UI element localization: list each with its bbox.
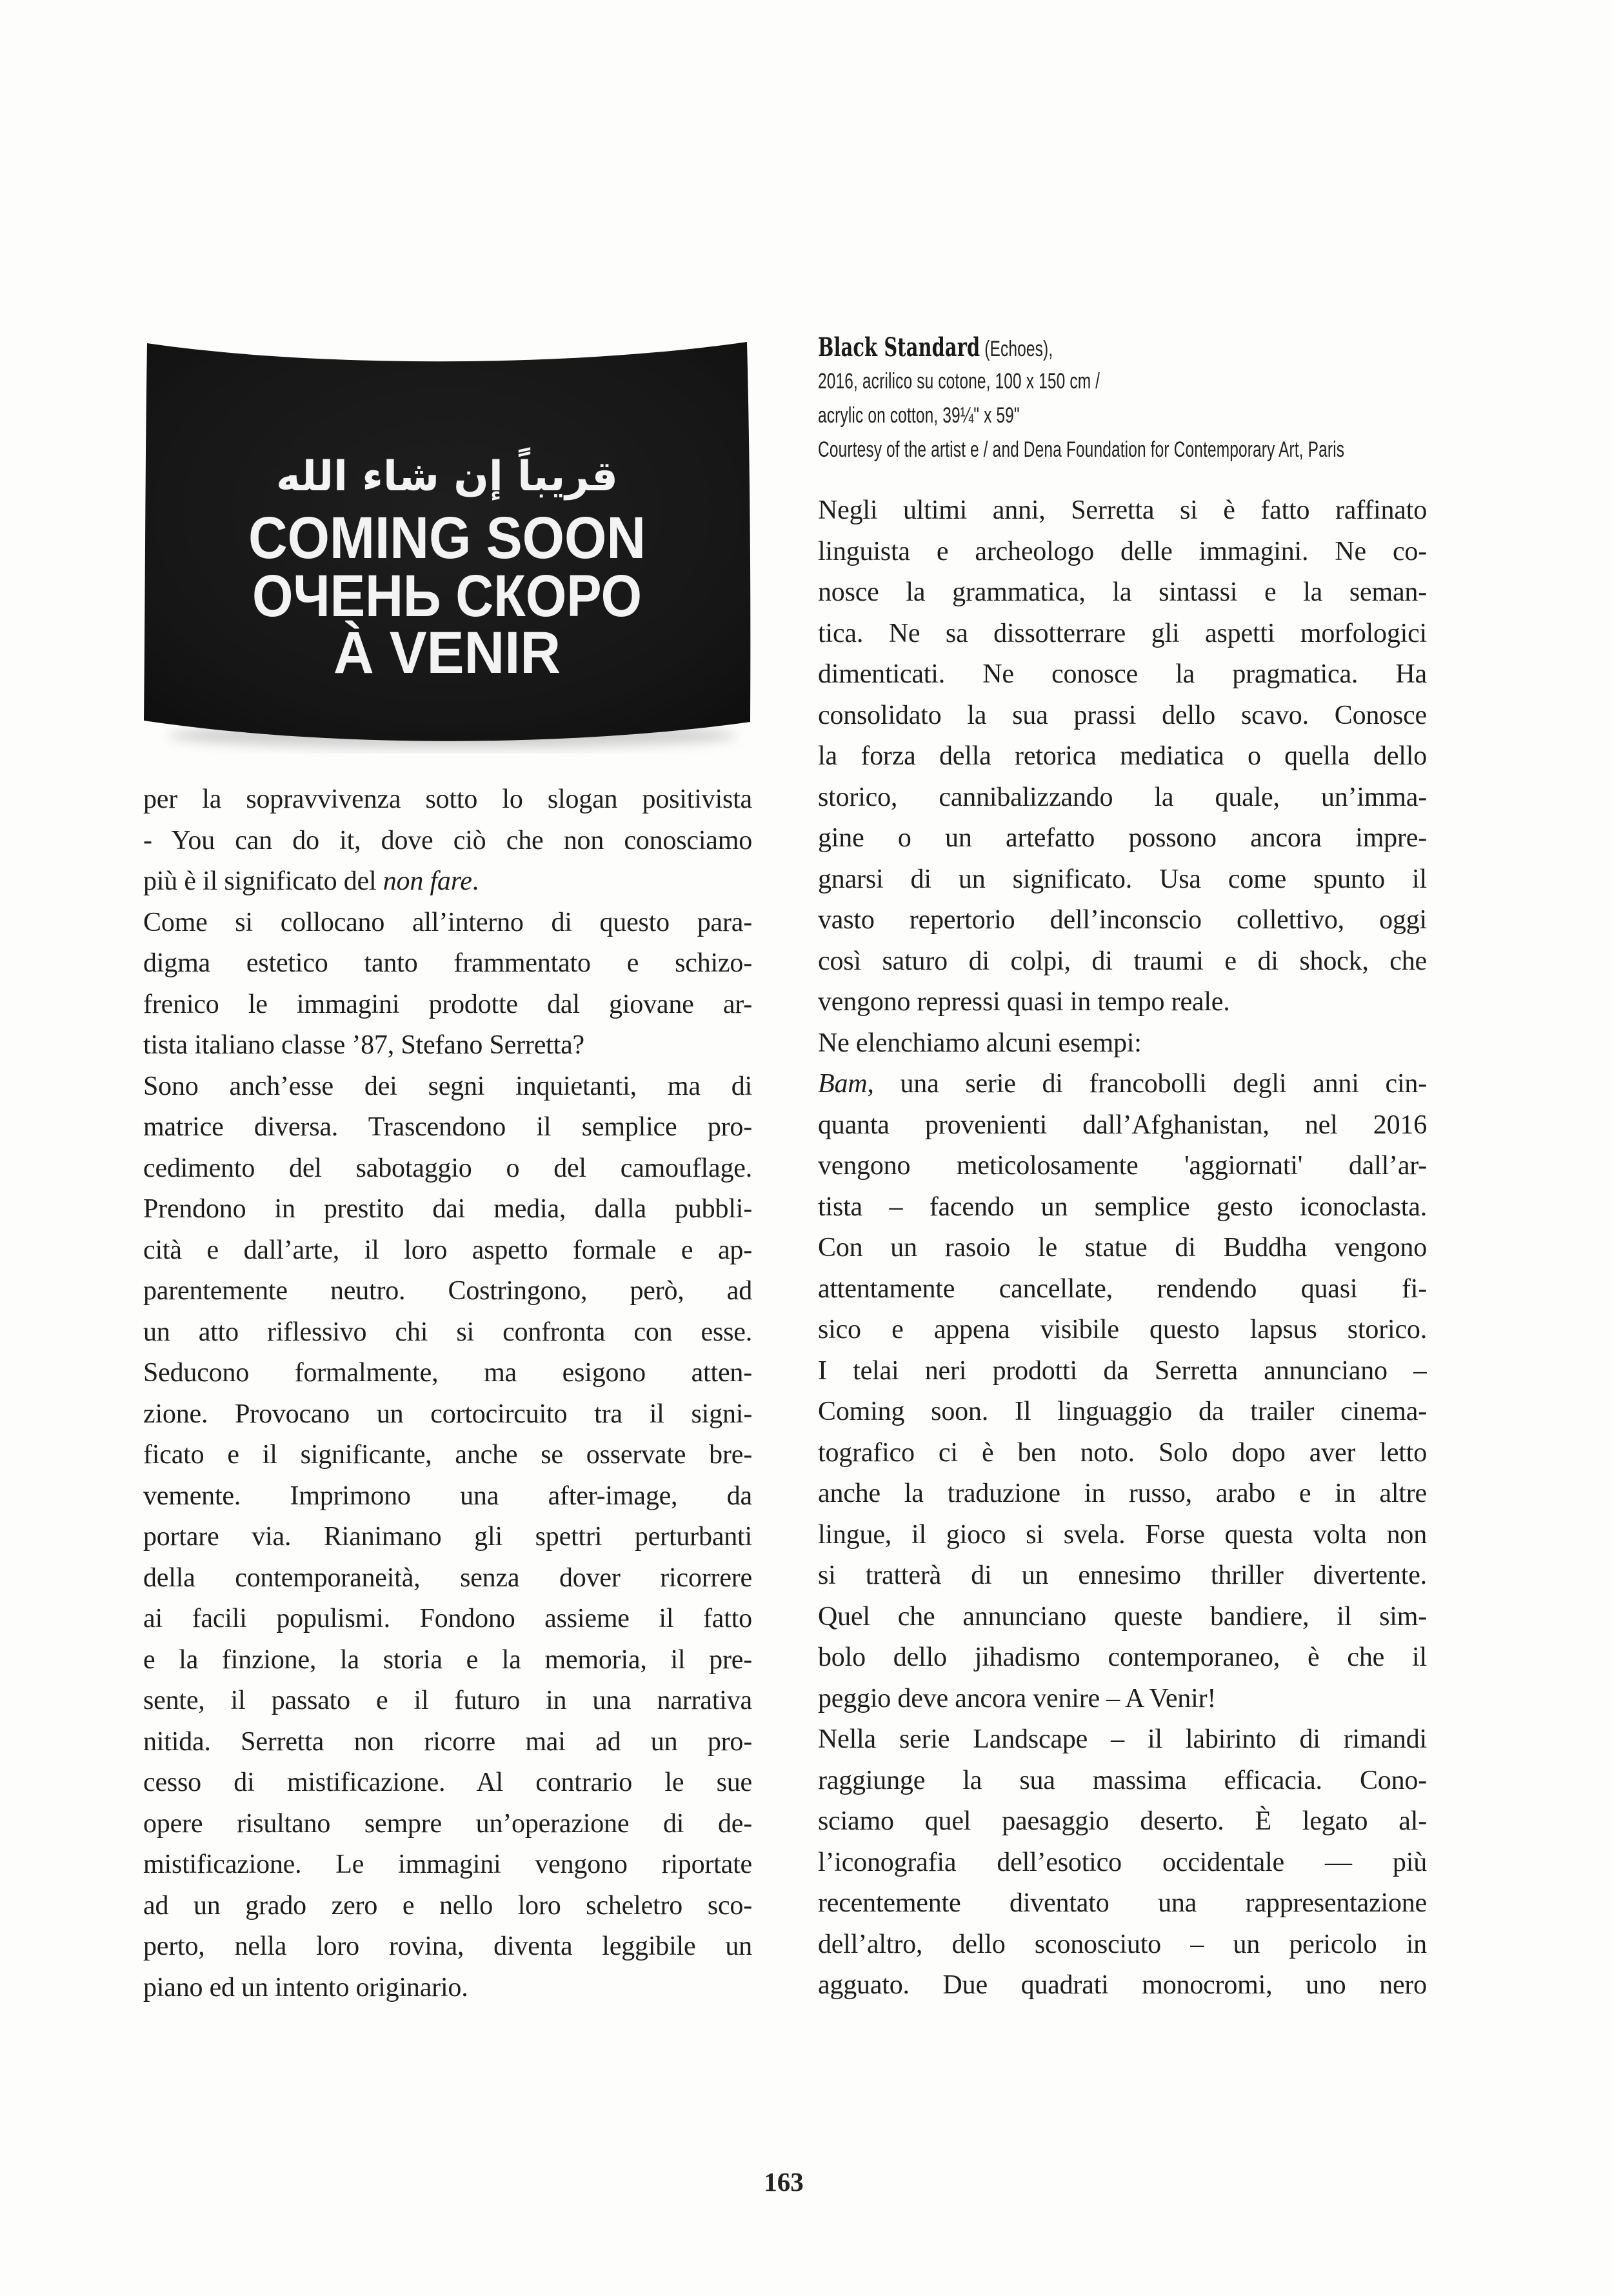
text-segment: nitida. Serretta non ricorre mai ad un pro- (143, 1726, 752, 1757)
text-segment: l’iconografia dell’esotico occidentale — più (818, 1847, 1427, 1877)
text-segment: dell’altro, dello sconosciuto – un pericolo in (818, 1929, 1427, 1959)
caption-line-text (818, 399, 1020, 433)
text-segment: bolo dello jihadismo contemporaneo, è che il (818, 1642, 1427, 1672)
text-segment: parentemente neutro. Costringono, però, ad (143, 1276, 752, 1306)
text-segment: piano ed un intento originario. (143, 1972, 468, 2002)
body-text-line (818, 1146, 1427, 1187)
flag-image (143, 334, 751, 760)
text-segment: 2016, acrilico su cotone, 100 x 150 cm / (818, 369, 1100, 394)
body-text-line (143, 1435, 752, 1476)
text-segment: acrylic on cotton, 39¼" x 59" (818, 403, 1020, 428)
text-segment: matrice diversa. Trascendono il semplice pro- (143, 1112, 752, 1142)
text-segment: raggiunge la sua massima efficacia. Cono- (818, 1765, 1427, 1795)
text-segment: cesso di mistificazione. Al contrario le sue (143, 1768, 752, 1797)
text-segment: Ne elenchiamo alcuni esempi: (818, 1028, 1142, 1058)
body-text-line (818, 1761, 1427, 1802)
body-text-line (143, 1148, 752, 1190)
body-text-line (818, 1801, 1427, 1842)
text-segment: tica. Ne sa dissotterrare gli aspetti morfologici (818, 618, 1427, 648)
caption-line-text (818, 330, 1053, 366)
body-text-line (818, 736, 1427, 777)
body-text-line (143, 1926, 752, 1968)
body-text-line (143, 1025, 752, 1066)
text-segment: Quel che annunciano queste bandiere, il sim- (818, 1601, 1427, 1632)
text-segment: tografico ci è ben noto. Solo dopo aver letto (818, 1437, 1427, 1468)
text-segment: attentamente cancellate, rendendo quasi fi- (818, 1273, 1427, 1304)
text-segment: sico e appena visibile questo lapsus storico. (818, 1315, 1427, 1344)
text-segment: non fare (383, 866, 472, 896)
body-text-line (143, 1517, 752, 1558)
text-segment: Prendono in prestito dai media, dalla pubbli- (143, 1194, 752, 1224)
body-text-line (818, 941, 1427, 983)
artwork-title: Black Standard (818, 332, 980, 363)
text-segment: anche la traduzione in russo, arabo e in altre (818, 1479, 1427, 1508)
body-text-line (143, 1886, 752, 1927)
text-segment: cedimento del sabotaggio o del camouflage. (143, 1153, 752, 1183)
body-text-line (143, 1968, 752, 2009)
body-text-line (818, 614, 1427, 655)
body-text-line (143, 1681, 752, 1722)
text-segment: opere risultano sempre un’operazione di de- (143, 1808, 752, 1839)
text-segment: I telai neri prodotti da Serretta annunciano – (818, 1355, 1427, 1386)
body-text-line (818, 1392, 1427, 1433)
body-text-line (818, 859, 1427, 901)
text-segment: gnarsi di un significato. Usa come spunto il (818, 864, 1427, 894)
text-segment: la forza della retorica mediatica o quella dello (818, 741, 1427, 771)
text-segment: Negli ultimi anni, Serretta si è fatto raffinato (818, 495, 1427, 525)
flag-text-arabic: قريباً إن شاء الله (276, 453, 618, 501)
body-text-line (818, 654, 1427, 695)
artwork-flag-photo (143, 334, 751, 760)
text-segment: Seducono formalmente, ma esigono atten- (143, 1358, 752, 1388)
text-segment: più è il significato del (143, 866, 383, 896)
body-text-line (818, 1965, 1427, 2006)
text-segment: , una serie di francobolli degli anni cin- (867, 1069, 1427, 1099)
text-segment: sciamo quel paesaggio deserto. È legato al- (818, 1806, 1427, 1836)
caption-line (818, 364, 1427, 399)
text-segment: Coming soon. Il linguaggio da trailer cinema- (818, 1397, 1427, 1426)
body-text-line (143, 821, 752, 862)
text-segment: un atto riflessivo chi si confronta con esse. (143, 1317, 752, 1347)
text-segment: tista – facendo un semplice gesto iconoclasta. (818, 1192, 1427, 1222)
body-text-line (143, 779, 752, 821)
caption-line-text (818, 364, 1100, 399)
text-segment: Come si collocano all’interno di questo para- (143, 907, 752, 937)
body-text-line (818, 572, 1427, 614)
body-text-line (818, 1064, 1427, 1105)
page-number: 163 (764, 2167, 804, 2197)
text-segment: vengono repressi quasi in tempo reale. (818, 987, 1230, 1017)
body-text-line (143, 1230, 752, 1272)
body-text-line (143, 1312, 752, 1353)
text-segment: quanta provenienti dall’Afghanistan, nel 2016 (818, 1110, 1427, 1140)
caption-line (818, 399, 1427, 433)
body-text-line (818, 1269, 1427, 1310)
body-text-line (818, 900, 1427, 941)
left-column (143, 779, 752, 2008)
body-text-line (818, 982, 1427, 1023)
body-text-line (143, 943, 752, 984)
flag-text-russian: ОЧЕНЬ СКОРО (252, 563, 642, 629)
body-text-line (143, 984, 752, 1026)
text-segment: sente, il passato e il futuro in una narrativa (143, 1686, 752, 1715)
body-text-line (143, 1476, 752, 1517)
text-segment: linguista e archeologo delle immagini. Ne co- (818, 536, 1427, 566)
body-text-line (818, 1555, 1427, 1597)
body-text-line (143, 1066, 752, 1108)
text-segment: così saturo di colpi, di traumi e di shock, che (818, 946, 1427, 976)
caption-line-text (818, 433, 1344, 467)
body-text-line (818, 1433, 1427, 1474)
body-text-line (143, 1722, 752, 1763)
body-text-line (818, 1883, 1427, 1924)
text-segment: Sono anch’esse dei segni inquietanti, ma di (143, 1071, 752, 1101)
right-column (818, 490, 1427, 2006)
artwork-caption (818, 330, 1427, 467)
body-text-line (818, 1679, 1427, 1720)
body-text-line (818, 1924, 1427, 1966)
body-text-line (818, 1310, 1427, 1351)
body-text-line (143, 1394, 752, 1435)
body-text-line (818, 1228, 1427, 1269)
text-segment: Nella serie Landscape – il labirinto di rimandi (818, 1724, 1427, 1754)
body-text-line (818, 490, 1427, 532)
body-text-line (143, 1189, 752, 1230)
text-segment: perto, nella loro rovina, diventa leggibile un (143, 1932, 752, 1961)
text-segment: vasto repertorio dell’inconscio collettivo, oggi (818, 905, 1427, 935)
text-segment: ad un grado zero e nello loro scheletro sco- (143, 1890, 752, 1921)
text-segment: per la sopravvivenza sotto lo slogan positivista (143, 784, 752, 814)
caption-line (818, 330, 1427, 364)
text-segment: Courtesy of the artist e / and Dena Foundation for Contemporary Art, Paris (818, 437, 1345, 462)
body-text-line (818, 1637, 1427, 1679)
body-text-line (818, 1105, 1427, 1146)
text-segment: agguato. Due quadrati monocromi, uno nero (818, 1970, 1427, 2000)
flag-text-french: À VENIR (333, 620, 561, 686)
text-segment: ai facili populismi. Fondono assieme il fatto (143, 1604, 752, 1633)
text-segment: (Echoes), (980, 337, 1053, 361)
body-text-line (818, 818, 1427, 859)
text-segment: mistificazione. Le immagini vengono riportate (143, 1850, 752, 1879)
body-text-line (818, 1473, 1427, 1515)
text-segment: gine o un artefatto possono ancora impre- (818, 823, 1427, 853)
body-text-line (143, 1844, 752, 1886)
body-text-line (143, 1640, 752, 1681)
text-segment: consolidato la sua prassi dello scavo. Conosce (818, 700, 1427, 730)
body-text-line (143, 1271, 752, 1312)
text-segment: dimenticati. Ne conosce la pragmatica. Ha (818, 659, 1427, 689)
body-text-line (143, 1804, 752, 1845)
body-text-line (818, 1597, 1427, 1638)
text-segment: recentemente diventato una rappresentazione (818, 1888, 1427, 1918)
text-segment: digma estetico tanto frammentato e schizo- (143, 948, 752, 978)
text-segment: vemente. Imprimono una after-image, da (143, 1481, 752, 1511)
text-segment: . (472, 866, 479, 896)
text-segment: Bam (818, 1069, 868, 1099)
text-segment: si tratterà di un ennesimo thriller divertente. (818, 1561, 1427, 1590)
text-segment: vengono meticolosamente 'aggiornati' dall’ar- (818, 1151, 1427, 1181)
text-segment: nosce la grammatica, la sintassi e la seman- (818, 577, 1427, 607)
body-text-line (818, 695, 1427, 737)
text-segment: frenico le immagini prodotte dal giovane ar- (143, 989, 752, 1019)
text-segment: - You can do it, dove ciò che non conosciamo (143, 825, 752, 855)
body-text-line (143, 1107, 752, 1148)
body-text-line (143, 861, 752, 903)
body-text-line (143, 1762, 752, 1804)
body-text-line (818, 1187, 1427, 1228)
text-segment: tista italiano classe ’87, Stefano Serretta? (143, 1030, 584, 1060)
text-segment: storico, cannibalizzando la quale, un’imma- (818, 782, 1427, 812)
body-text-line (818, 1515, 1427, 1556)
body-text-line (143, 1599, 752, 1640)
text-segment: lingue, il gioco si svela. Forse questa volta non (818, 1519, 1427, 1550)
body-text-line (818, 532, 1427, 573)
text-segment: ficato e il significante, anche se osservate bre- (143, 1440, 752, 1470)
body-text-line (818, 1351, 1427, 1392)
body-text-line (818, 777, 1427, 819)
body-text-line (143, 903, 752, 944)
text-segment: zione. Provocano un cortocircuito tra il signi- (143, 1399, 752, 1429)
text-segment: Con un rasoio le statue di Buddha vengono (818, 1233, 1427, 1263)
body-text-line (818, 1842, 1427, 1884)
text-segment: peggio deve ancora venire – A Venir! (818, 1683, 1217, 1713)
body-text-line (818, 1719, 1427, 1761)
text-segment: cità e dall’arte, il loro aspetto formale e ap- (143, 1235, 752, 1265)
flag-text-english: COMING SOON (248, 505, 646, 571)
text-segment: della contemporaneità, senza dover ricorrere (143, 1562, 752, 1593)
body-text-line (143, 1558, 752, 1599)
body-text-line (143, 1353, 752, 1394)
body-text-line (818, 1023, 1427, 1064)
text-segment: portare via. Rianimano gli spettri perturbanti (143, 1522, 752, 1552)
text-segment: e la finzione, la storia e la memoria, il pre- (143, 1644, 752, 1675)
caption-line (818, 433, 1427, 467)
